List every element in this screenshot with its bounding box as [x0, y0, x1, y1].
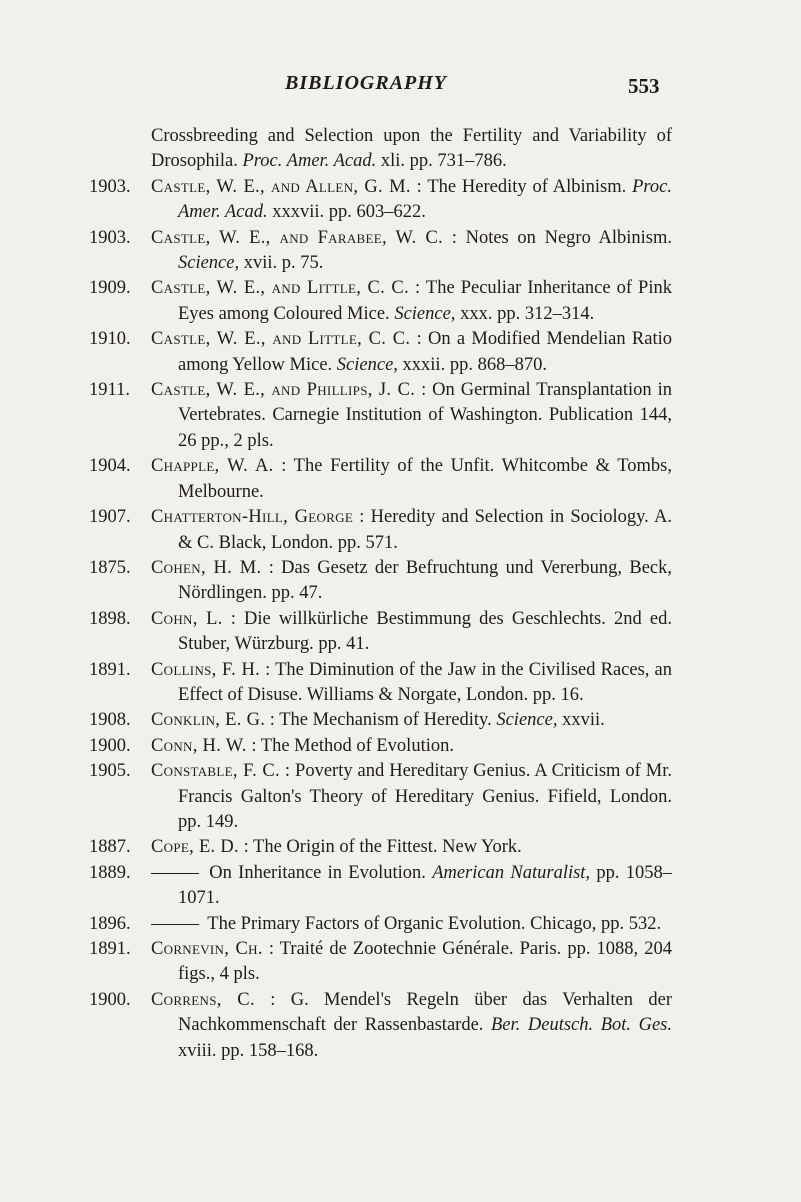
bibliography-list — [0, 124, 801, 1064]
entry-author: Castle, W. E., and Allen, G. M. — [151, 176, 411, 197]
entry-reference — [151, 658, 672, 709]
entry-year: 1908. — [89, 710, 131, 731]
bibliography-entry — [0, 988, 801, 1064]
entry-reference — [151, 759, 672, 835]
entry-journal: Science, — [178, 253, 240, 274]
entry-reference — [151, 276, 672, 327]
ditto-dash — [151, 924, 199, 925]
entry-title: : The Origin of the Fittest. New York. — [238, 837, 522, 858]
entry-year: 1889. — [89, 862, 131, 883]
bibliography-entry — [0, 124, 801, 175]
entry-author: Castle, W. E., and Phillips, J. C. — [151, 380, 416, 401]
entry-author: Cohn, L. — [151, 608, 223, 629]
entry-year: 1891. — [89, 659, 131, 680]
page-number: 553 — [628, 74, 660, 98]
entry-journal: Science, — [336, 354, 398, 375]
bibliography-entry — [0, 734, 801, 759]
entry-reference — [151, 454, 672, 505]
bibliography-entry — [0, 378, 801, 454]
entry-title: The Primary Factors of Organic Evolution. Chicago, pp. 532. — [203, 913, 662, 934]
entry-year: 1900. — [89, 989, 131, 1010]
entry-journal: Proc. Amer. Acad. — [242, 151, 377, 172]
entry-title: On Inheritance in Evolution. — [203, 862, 433, 883]
entry-year: 1898. — [89, 608, 131, 629]
bibliography-entry — [0, 327, 801, 378]
entry-author: Cohen, H. M. — [151, 557, 262, 578]
entry-title: : G. Mendel's Regeln über das Verhalten der Nachkommenschaft der Rassenbastarde. — [178, 989, 672, 1036]
entry-title: : Die willkürliche Bestimmung des Geschlechts. 2nd ed. Stuber, Würzburg. pp. 41. — [178, 608, 672, 655]
entry-journal: Ber. Deutsch. Bot. Ges. — [491, 1015, 672, 1036]
entry-citation: xxxvii. pp. 603–622. — [267, 202, 426, 223]
entry-year: 1909. — [89, 278, 131, 299]
ditto-dash — [151, 873, 199, 874]
entry-title: : Poverty and Hereditary Genius. A Criticism of Mr. Francis Galton's Theory of Hereditary Genius. Fifield, London. pp. 149. — [178, 761, 672, 832]
entry-author: Castle, W. E., and Little, C. C. — [151, 329, 411, 350]
entry-citation: pp. 1058–1071. — [178, 862, 672, 909]
entry-year: 1904. — [89, 456, 131, 477]
entry-citation: xviii. pp. 158–168. — [178, 1040, 319, 1061]
entry-year: 1896. — [89, 913, 131, 934]
entry-reference — [151, 556, 672, 607]
entry-year: 1875. — [89, 557, 131, 578]
entry-author: Castle, W. E., and Farabee, W. C. — [151, 227, 444, 248]
entry-title: : Heredity and Selection in Sociology. A. & C. Black, London. pp. 571. — [178, 507, 672, 553]
entry-reference — [151, 708, 672, 733]
entry-reference — [151, 988, 672, 1064]
entry-author: Correns, C. — [151, 989, 255, 1010]
entry-year: 1903. — [89, 227, 131, 248]
entry-author: Collins, F. H. — [151, 659, 261, 680]
entry-year: 1900. — [89, 735, 131, 756]
bibliography-entry — [0, 708, 801, 733]
entry-year: 1907. — [89, 507, 131, 528]
entry-title: : The Peculiar Inheritance of Pink Eyes among Coloured Mice. — [178, 278, 672, 324]
entry-title: : On Germinal Transplantation in Vertebrates. Carnegie Institution of Washington. Publication 144, 26 pp., 2 pls. — [178, 380, 672, 451]
entry-title: : The Method of Evolution. — [246, 735, 454, 756]
entry-reference — [151, 734, 672, 759]
running-head-title: BIBLIOGRAPHY — [285, 72, 448, 94]
entry-reference — [151, 607, 672, 658]
entry-title: : Traité de Zootechnie Générale. Paris. pp. 1088, 204 figs., 4 pls. — [178, 939, 672, 985]
entry-title: : Das Gesetz der Befruchtung und Vererbung, Beck, Nördlingen. pp. 47. — [178, 557, 672, 604]
entry-reference — [151, 378, 672, 454]
entry-journal: Science, — [394, 303, 456, 324]
entry-reference — [151, 835, 672, 860]
entry-year: 1911. — [89, 380, 130, 401]
entry-reference — [178, 912, 672, 937]
entry-title: : The Mechanism of Heredity. — [265, 710, 497, 731]
bibliography-entry — [0, 861, 801, 912]
entry-year: 1891. — [89, 939, 131, 959]
entry-citation: xxx. pp. 312–314. — [455, 303, 595, 324]
entry-title: : The Diminution of the Jaw in the Civilised Races, an Effect of Disuse. Williams & Norgate, London. pp. 16. — [178, 659, 672, 705]
entry-author: Chatterton-Hill, George — [151, 507, 354, 528]
entry-year: 1903. — [89, 176, 131, 197]
entry-citation: xxxii. pp. 868–870. — [397, 354, 547, 375]
entry-year: 1910. — [89, 329, 131, 350]
entry-reference — [151, 327, 672, 378]
entry-author: Castle, W. E., and Little, C. C. — [151, 278, 409, 299]
entry-citation: xxvii. — [557, 710, 605, 731]
entry-author: Conklin, E. G. — [151, 710, 266, 731]
entry-year: 1887. — [89, 837, 131, 858]
entry-reference — [151, 937, 672, 988]
entry-title: : Notes on Negro Albinism. — [443, 227, 672, 248]
entry-title: : On a Modified Mendelian Ratio among Yellow Mice. — [178, 329, 672, 375]
bibliography-entry — [0, 759, 801, 835]
bibliography-entry — [0, 607, 801, 658]
entry-reference — [151, 505, 672, 556]
entry-title: : The Heredity of Albinism. — [410, 176, 633, 197]
entry-reference — [151, 124, 672, 175]
entry-author: Chapple, W. A. — [151, 456, 274, 477]
bibliography-entry — [0, 658, 801, 709]
entry-title: : The Fertility of the Unfit. Whitcombe & Tombs, Melbourne. — [178, 456, 672, 502]
running-head — [0, 72, 801, 108]
entry-reference — [151, 175, 672, 226]
entry-author: Cornevin, Ch. — [151, 939, 263, 959]
entry-journal: Science, — [496, 710, 558, 731]
bibliography-entry — [0, 505, 801, 556]
entry-author: Conn, H. W. — [151, 735, 247, 756]
entry-author: Constable, F. C. — [151, 761, 280, 782]
entry-year: 1905. — [89, 761, 131, 782]
entry-journal: American Naturalist, — [432, 862, 591, 883]
entry-citation: xli. pp. 731–786. — [376, 151, 507, 172]
bibliography-entry — [0, 175, 801, 226]
bibliography-entry — [0, 937, 801, 988]
bibliography-entry — [0, 912, 801, 937]
bibliography-entry — [0, 556, 801, 607]
bibliography-entry — [0, 226, 801, 277]
entry-author: Cope, E. D. — [151, 837, 239, 858]
entry-citation: xvii. p. 75. — [239, 253, 324, 274]
bibliography-entry — [0, 276, 801, 327]
entry-title: Crossbreeding and Selection upon the Fertility and Variability of Drosophila. — [151, 126, 672, 172]
entry-reference — [151, 226, 672, 277]
bibliography-entry — [0, 454, 801, 505]
entry-journal: Proc. Amer. Acad. — [178, 176, 672, 223]
entry-reference — [178, 861, 672, 912]
bibliography-entry — [0, 835, 801, 860]
